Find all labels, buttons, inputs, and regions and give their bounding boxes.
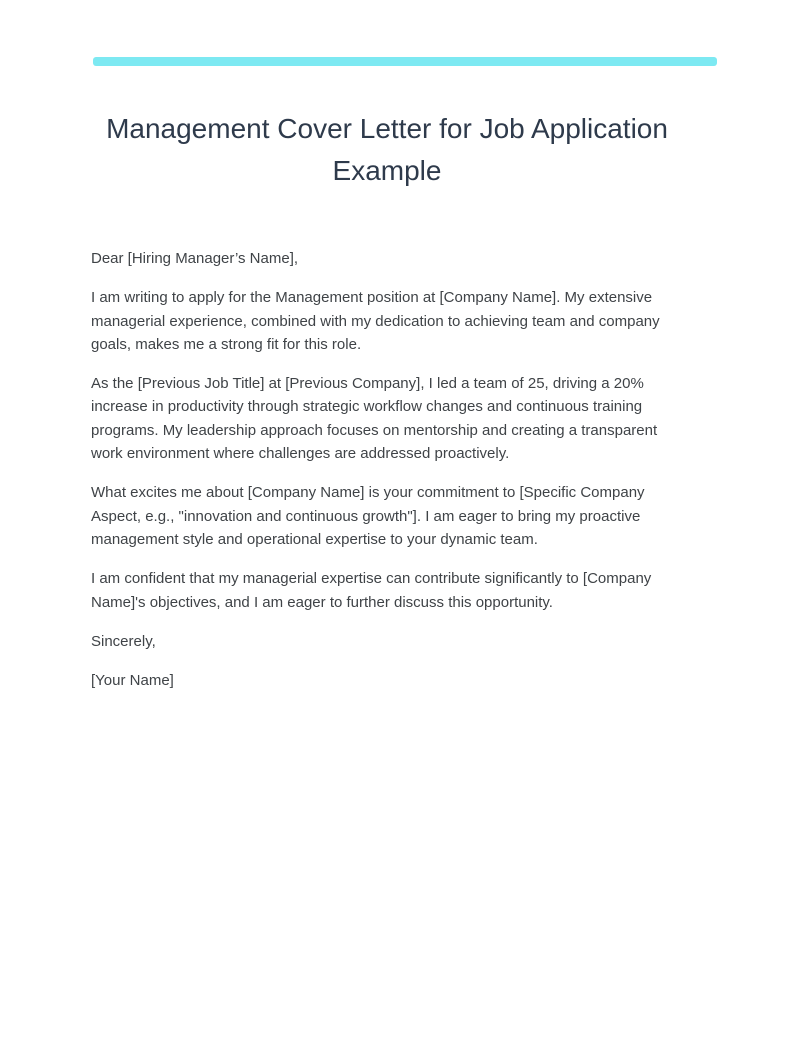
letter-paragraph: As the [Previous Job Title] at [Previous Company], I led a team of 25, driving a 20% increase in productivity through strategic workflow changes and continuous training programs. My leadership approach focuses on mentorship and creating a transparent work environment where challenges are addressed proactively.: [91, 375, 658, 463]
page-title: Management Cover Letter for Job Application Example: [106, 113, 668, 186]
letter-paragraph: I am confident that my managerial expertise can contribute significantly to [Company Name]'s objectives, and I am eager to further discuss this opportunity.: [91, 570, 652, 611]
closing: Sincerely,: [91, 632, 156, 650]
signature: [Your Name]: [91, 672, 174, 690]
accent-bar: [93, 57, 717, 66]
salutation: Dear [Hiring Manager’s Name],: [91, 250, 299, 267]
letter-paragraph: What excites me about [Company Name] is your commitment to [Specific Company Aspect, e.g., "innovation and continuous growth"]. I am eager to bring my proactive management style and operational expertise to your dynamic team.: [91, 484, 645, 548]
letter-paragraph: I am writing to apply for the Management position at [Company Name]. My extensive managerial experience, combined with my dedication to achieving team and company goals, makes me a strong fit for this role.: [91, 289, 660, 353]
letter-body: [91, 247, 683, 692]
